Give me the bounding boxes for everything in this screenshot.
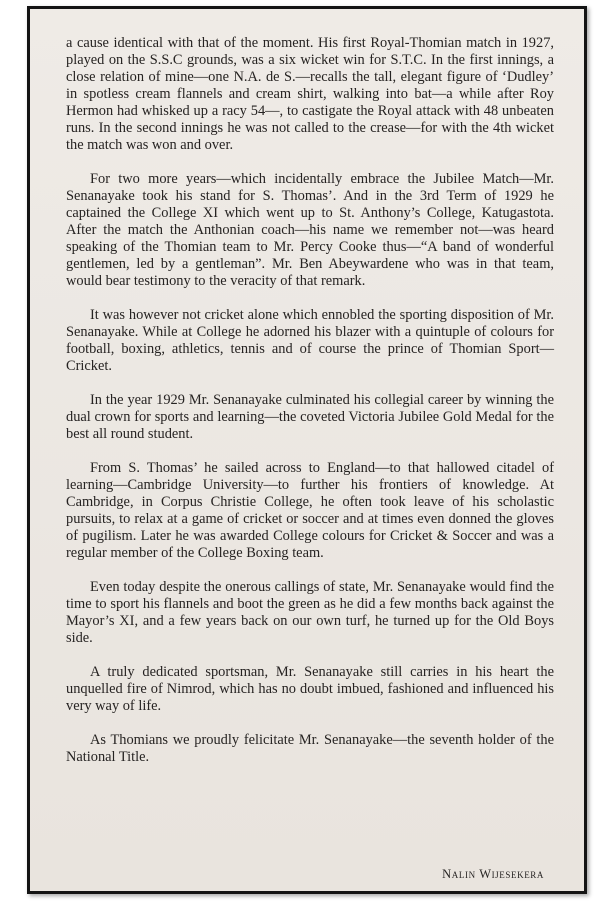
paragraph-jubilee-match: For two more years—which incidentally embrace the Jubilee Match—Mr. Senanayake took his stand for S. Thomas’. And in the 3rd Term of 1929 he captained the College XI which went up to St. Anthony’s College, Katugastota. After the match the Anthonian coach—his name we remember not—was heard speaking of the Thomian team to Mr. Percy Cooke thus—“A band of wonderful gentlemen, led by a gentleman”. Mr. Ben Abeywardene who was in that team, would bear testimony to the veracity of that remark. [66,171,554,289]
author-signature: Nalin Wijesekera [442,867,544,881]
paragraph-felicitation: As Thomians we proudly felicitate Mr. Senanayake—the seventh holder of the National Title. [66,732,554,765]
paragraph-gold-medal: In the year 1929 Mr. Senanayake culminated his collegial career by winning the dual crown for sports and learning—the coveted Victoria Jubilee Gold Medal for the best all round student. [66,392,554,442]
paragraph-even-today: Even today despite the onerous callings of state, Mr. Senanayake would find the time to sport his flannels and boot the green as he did a few months back against the Mayor’s XI, and a few years back on our own turf, he turned up for the Old Boys side. [66,579,554,646]
paragraph-royal-thomian-match: a cause identical with that of the moment. His first Royal-Thomian match in 1927, played on the S.S.C grounds, was a six wicket win for S.T.C. In the first innings, a close relation of mine—one N.A. de S.—recalls the tall, elegant figure of ‘Dudley’ in spotless cream flannels and cream shirt, walking into bat—a while after Roy Hermon had whisked up a racy 54—, to castigate the Royal attack with 48 unbeaten runs. In the second innings he was not called to the crease—for with the 4th wicket the match was won and over. [66,35,554,153]
paragraph-colours: It was however not cricket alone which ennobled the sporting disposition of Mr. Senanayake. While at College he adorned his blazer with a quintuple of colours for football, boxing, athletics, tennis and of course the prince of Thomian Sport—Cricket. [66,307,554,374]
paragraph-dedicated-sportsman: A truly dedicated sportsman, Mr. Senanayake still carries in his heart the unquelled fire of Nimrod, which has no doubt imbued, fashioned and influenced his very way of life. [66,664,554,714]
document-page [27,6,587,894]
paragraph-cambridge: From S. Thomas’ he sailed across to England—to that hallowed citadel of learning—Cambridge University—to further his frontiers of knowledge. At Cambridge, in Corpus Christie College, he often took leave of his scholastic pursuits, to relax at a game of cricket or soccer and at times even donned the gloves of pugilism. Later he was awarded College colours for Cricket & Soccer and was a regular member of the College Boxing team. [66,460,554,561]
article-body [66,35,554,778]
